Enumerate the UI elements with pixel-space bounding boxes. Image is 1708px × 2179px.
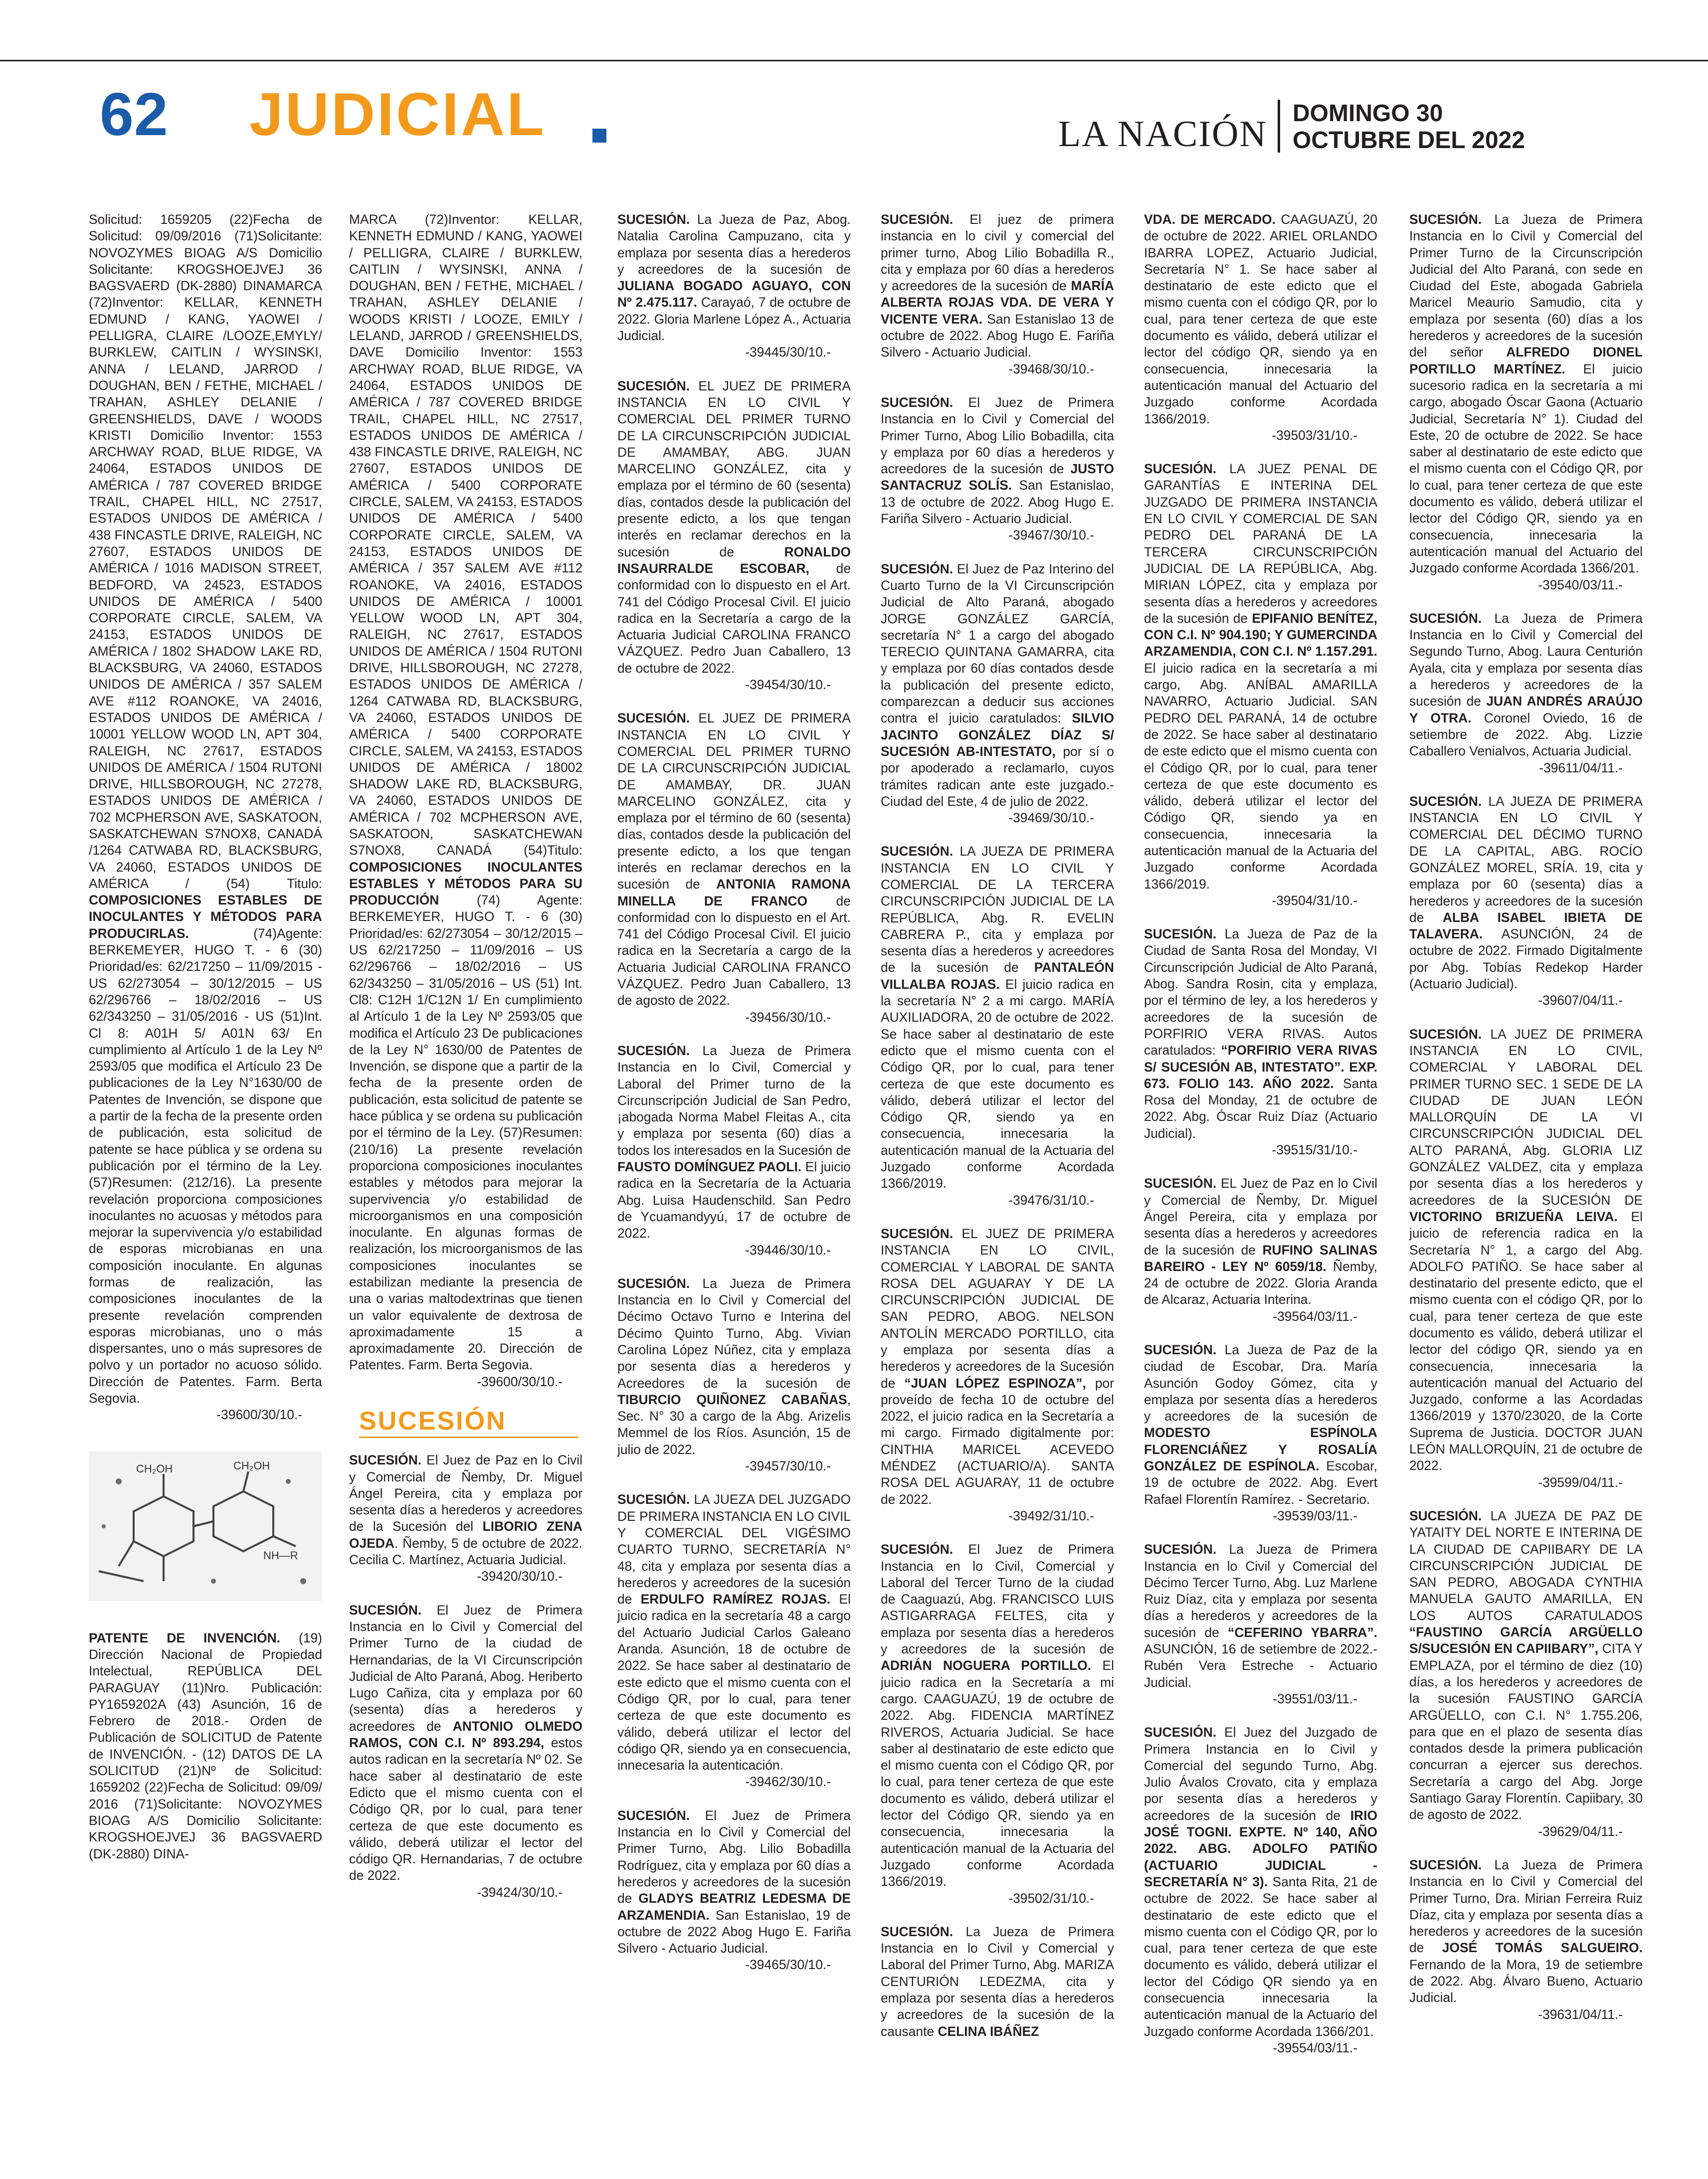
chem-label-1: CH₂OH (136, 1462, 173, 1475)
notice-sucesion: SUCESIÓN. LA JUEZA DEL JUZGADO DE PRIMERA INSTANCIA EN LO CIVIL Y COMERCIAL DEL VIGÉSIMO CUARTO TURNO, SECRETARÍA N° 48, cita y emplaza por sesenta días a herederos y acreedores de la sucesión de ERDULFO RAMÍREZ ROJAS. El juicio radica en la secretaría 48 a cargo del Actuario Judicial Carlos Galeano Aranda. Asunción, 18 de octubre de 2022. Se hace saber al destinatario de este edicto que el mismo cuenta con el Código QR, por lo cual, para tener certeza de que este documento es válido, deberá utilizar el lector del código QR, siendo ya en consecuencia, innecesaria la autenticación. -39462/30/10.- (617, 1492, 851, 1790)
notice-sucesion: SUCESIÓN. La Jueza de Primera Instancia en lo Civil y Comercial del Segundo Turno, Abog. Laura Centurión Ayala, cita y emplaza por sesenta días a herederos y acreedores de la sucesión de JUAN ANDRÉS ARAÚJO Y OTRA. Coronel Oviedo, 16 de setiembre de 2022. Abg. Lizzie Caballero Venialvos, Actuaria Judicial. -39611/04/11.- (1409, 610, 1643, 775)
notice-sucesion: SUCESIÓN. LA JUEZA DE PAZ DE YATAITY DEL NORTE E INTERINA DE LA CIUDAD DE CAPIIBARY DE LA CIRCUNSCRIPCIÓN JUDICIAL DE SAN PEDRO, ABOGADA CYNTHIA MANUELA GAUTO AMARILLA, EN LOS AUTOS CARATULADOS “FAUSTINO GARCÍA ARGÜELLO S/SUCESIÓN EN CAPIIBARY”, CITA Y EMPLAZA, por el término de diez (10) días, a los herederos y acreedores de la sucesión FAUSTINO GARCÍA ARGÜELLO, con C.I. N° 1.755.206, para que en el plazo de sesenta días contados desde la primera publicación concurran a ejercer sus derechos. Secretaría a cargo del Abg. Jorge Santiago Garay Florentín. Capiibary, 30 de agosto de 2022. -39629/04/11.- (1409, 1508, 1643, 1839)
notice-patent: PATENTE DE INVENCIÓN. (19) Dirección Nacional de Propiedad Intelectual, REPÚBLICA DEL PARAGUAY (11)Nro. Publicación: PY1659202A (43) Asunción, 16 de Febrero de 2018.- Orden de Publicación de SOLICITUD de Patente de INVENCIÓN. - (12) DATOS DE LA SOLICITUD (21)Nº de Solicitud: 1659202 (22)Fecha de Solicitud: 09/09/ 2016 (71)Solicitante: NOVOZYMES BIOAG A/S Domicilio Solicitante: KROGSHOEJVEJ 36 BAGSVAERD (DK-2880) DINA- (89, 1630, 322, 1861)
date-line-2: OCTUBRE DEL 2022 (1293, 127, 1525, 154)
notice-sucesion: SUCESIÓN. El Juez de Primera Instancia en lo Civil, Comercial y Laboral del Tercer Turno de la ciudad de Caaguazú, Abg. FRANCISCO LUIS ASTIGARRAGA FELTES, cita y emplaza por sesenta días a herederos y acreedores de la sucesión de ADRIÁN NOGUERA PORTILLO. El juicio radica en la Secretaría a mi cargo. CAAGUAZÚ, 19 de octubre de 2022. Abg. FIDENCIA MARTÍNEZ RIVEROS, Actuaria Judicial. Se hace saber al destinatario de este edicto que el mismo cuenta con el Código QR, por lo cual, para tener certeza de que este documento es válido, deberá utilizar el lector del Código QR, siendo ya en consecuencia, innecesaria la autenticación manual de la Actuaria del Juzgado conforme Acordada 1366/2019. -39502/31/10.- (881, 1542, 1114, 1906)
notice-sucesion: SUCESIÓN. La Jueza de Primera Instancia en lo Civil y Comercial del Décimo Tercer Turno, Abg. Luz Marlene Ruiz Díaz, cita y emplaza por sesenta días a herederos y acreedores de la sucesión de “CEFERINO YBARRA”. ASUNCIÓN, 16 de setiembre de 2022.- Rubén Vera Estreche - Actuario Judicial. -39551/03/11.- (1144, 1542, 1377, 1706)
notice-sucesion: SUCESIÓN. EL Juez de Paz en lo Civil y Comercial de Ñemby, Dr. Miguel Ángel Pereira, cita y emplaza por sesenta días a herederos y acreedores de la sucesión de RUFINO SALINAS BAREIRO - LEY Nº 6059/18. Ñemby, 24 de octubre de 2022. Gloria Aranda de Alcaraz, Actuaria Interina. -39564/03/11.- (1144, 1176, 1378, 1324)
notice-sucesion: SUCESIÓN. La Jueza de Primera Instancia en lo Civil y Comercial del Décimo Octavo Turno e Interina del Décimo Quinto Turno, Abg. Vivian Carolina López Núñez, cita y emplaza por sesenta días a herederos y Acreedores de la sucesión de TIBURCIO QUIÑONEZ CABAÑAS, Sec. N° 30 a cargo de la Abg. Arizelis Memmel de los Ríos. Asunción, 15 de julio de 2022. -39457/30/10.- (617, 1275, 851, 1474)
notice-sucesion: SUCESIÓN. El Juez de Paz en lo Civil y Comercial de Ñemby, Dr. Miguel Ángel Pereira, cita y emplaza por sesenta días a herederos y acreedores de la Sucesión del LIBORIO ZENA OJEDA. Ñemby, 5 de octubre de 2022. Cecilia C. Martínez, Actuaria Judicial. -39420/30/10.- (349, 1453, 582, 1584)
notice-sucesion: SUCESIÓN. El juez de primera instancia en lo civil y comercial del primer turno, Abog Lilio Bobadilla R., cita y emplaza por 60 días a herederos y acreedores de la sucesión de MARÍA ALBERTA ROJAS VDA. DE VERA Y VICENTE VERA. San Estanislao 13 de octubre de 2022. Abog Hugo E. Fariña Silvero - Actuario Judicial. -39468/30/10.- (881, 212, 1114, 376)
notice-sucesion: SUCESIÓN. EL JUEZ DE PRIMERA INSTANCIA EN LO CIVIL, COMERCIAL Y LABORAL DE SANTA ROSA DEL AGUARAY Y DE LA CIRCUNSCRIPCIÓN JUDICIAL DE SAN PEDRO, ABOG. NELSON ANTOLÍN MERCADO PORTILLO, cita y emplaza por sesenta días a herederos y acreedores de la Sucesión de “JUAN LÓPEZ ESPINOZA”, por proveído de fecha 10 de octubre del 2022, el juicio radica en la Secretaría a mi cargo. Firmado digitalmente por: CINTHIA MARICEL ACEVEDO MÉNDEZ (ACTUARIO/A). SANTA ROSA DEL AGUARAY, 11 de octubre de 2022. -39492/31/10.- (881, 1226, 1114, 1523)
section-heading-rule (359, 1437, 578, 1438)
column-2 (349, 211, 582, 1918)
column-1 (89, 211, 322, 1879)
notice-sucesion: SUCESIÓN. LA JUEZA DE PRIMERA INSTANCIA EN LO CIVIL Y COMERCIAL DE LA TERCERA CIRCUNSCRIPCIÓN JUDICIAL DE LA REPÚBLICA, Abg. R. EVELIN CABRERA P., cita y emplaza por sesenta días a herederos y acreedores de la sucesión de PANTALEÓN VILLALBA ROJAS. El juicio radica en la secretaría N° 2 a mi cargo. MARÍA AUXILIADORA, 20 de octubre de 2022. Se hace saber al destinatario de este edicto que el mismo cuenta con el Código QR, por lo cual, para tener certeza de que este documento es válido, deberá utilizar el lector del Código QR, siendo ya en consecuencia, innecesaria la autenticación manual de la Actuaria del Juzgado conforme Acordada 1366/2019. -39476/31/10.- (881, 844, 1114, 1208)
notice-sucesion: SUCESIÓN. La Jueza de Primera Instancia en lo Civil, Comercial y Laboral del Primer turno de la Circunscripción Judicial de San Pedro, ¡abogada Norma Mabel Fleitas A., cita y emplaza por sesenta (60) días a todos los interesados en la Sucesión de FAUSTO DOMÍNGUEZ PAOLI. El juicio radica en la Secretaría de la Actuaria Abg. Luisa Haudenschild. San Pedro de Ycuamandyyú, 17 de octubre de 2022. -39446/30/10.- (617, 1043, 851, 1258)
notice-sucesion: SUCESIÓN. El Juez de Primera Instancia en lo Civil y Comercial del Primer Turno de la ciudad de Hernandarias, de la VI Circunscripción Judicial de Alto Paraná, Abog. Heriberto Lugo Cañiza, cita y emplaza por 60 (sesenta) días a herederos y acreedores de ANTONIO OLMEDO RAMOS, CON C.I. Nº 893.294, estos autos radican en la secretaría Nº 02. Se hace saber al destinatario de este Edicto que el mismo cuenta con el Código QR, por lo cual, para tener certeza de que este documento es válido, deberá utilizar el lector del código QR. Hernandarias, 7 de octubre de 2022. -39424/30/10.- (349, 1602, 582, 1900)
section-title: JUDICIAL (249, 80, 546, 148)
notice-sucesion: SUCESIÓN. La Jueza de Paz, Abog. Natalia Carolina Campuzano, cita y emplaza por sesenta días a herederos y acreedores de la sucesión de JULIANA BOGADO AGUAYO, CON Nº 2.475.117. Carayaó, 7 de octubre de 2022. Gloria Marlene López A., Actuaria Judicial. -39445/30/10.- (617, 212, 851, 360)
brand-separator (1278, 100, 1280, 153)
chem-label-3: CH₂OH (233, 1459, 270, 1472)
top-rule (0, 60, 1708, 61)
chem-label-2: NH—R (263, 1549, 298, 1562)
column-6 (1409, 211, 1643, 2040)
column-5 (1144, 211, 1377, 2073)
notice-sucesion: SUCESIÓN. El Juez del Juzgado de Primera Instancia en lo Civil y Comercial del segundo Turno, Abg. Julio Ávalos Crovato, cita y emplaza por sesenta días a herederos y acreedores de la sucesión de IRIO JOSÉ TOGNI. EXPTE. Nº 140, AÑO 2022. ABG. ADOLFO PATIÑO (ACTUARIO JUDICIAL - SECRETARÍA N° 3). Santa Rita, 21 de octubre de 2022. Se hace saber al destinatario de este edicto que el mismo cuenta con el Código QR, por lo cual, para tener certeza de que este documento es válido, deberá utilizar el lector del Código QR siendo ya en consecuencia innecesaria la autenticación manual de la Actuario del Juzgado conforme Acordada 1366/201. -39554/03/11.- (1144, 1725, 1377, 2055)
notice-sucesion: SUCESIÓN. LA JUEZ DE PRIMERA INSTANCIA EN LO CIVIL, COMERCIAL Y LABORAL DEL PRIMER TURNO SEC. 1 SEDE DE LA CIUDAD DE JUAN LEÓN MALLORQUÍN DE LA VI CIRCUNSCRIPCIÓN JUDICIAL DEL ALTO PARANÁ, Abg. GLORIA LIZ GONZÁLEZ VALDEZ, cita y emplaza por sesenta días a los herederos y acreedores de la SUCESIÓN DE VICTORINO BRIZUEÑA LEIVA. El juicio de referencia radica en la Secretaría N° 1, a cargo del Abg. ADOLFO PATIÑO. Se hace saber al destinatario del presente edicto, que el mismo cuenta con el código QR, por lo cual, para tener certeza de que este documento es válido, deberá utilizar el lector del código QR, siendo ya en consecuencia, innecesaria la autenticación manual del Actuario del Juzgado, conforme a las Acordadas 1366/2019 y 1370/23020, de la Corte Suprema de Justicia. DOCTOR JUAN LEÓN MALLORQUÍN, 21 de octubre de 2022. -39599/04/11.- (1409, 1026, 1643, 1490)
notice-sucesion: SUCESIÓN. EL JUEZ DE PRIMERA INSTANCIA EN LO CIVIL Y COMERCIAL DEL PRIMER TURNO DE LA CIRCUNSCRIPCIÓN JUDICIAL DE AMAMBAY, ABG. JUAN MARCELINO GONZÁLEZ, cita y emplaza por el término de 60 (sesenta) días, contados desde la publicación del presente edicto, a los que tengan interés en reclamar derechos en la sucesión de RONALDO INSAURRALDE ESCOBAR, de conformidad con lo dispuesto en el Art. 741 del Código Procesal Civil. El juicio radica en la Secretaría a cargo de la Actuaria Judicial CAROLINA FRANCO VÁZQUEZ. Pedro Juan Caballero, 13 de octubre de 2022. -39454/30/10.- (617, 378, 851, 693)
notice-sucesion: SUCESIÓN. La Jueza de Primera Instancia en lo Civil y Comercial del Primer Turno, Dra. Mirian Ferreira Ruiz Díaz, cita y emplaza por sesenta días a herederos y acreedores de la sucesión de JOSÉ TOMÁS SALGUEIRO. Fernando de la Mora, 19 de setiembre de 2022. Abg. Álvaro Bueno, Actuario Judicial. -39631/04/11.- (1409, 1857, 1643, 2022)
page-number: 62 (100, 80, 169, 148)
notice-patent-continued: Solicitud: 1659205 (22)Fecha de Solicitud: 09/09/2016 (71)Solicitante: NOVOZYMES BIOAG A/S Domicilio Solicitante: KROGSHOEJVEJ 36 BAGSVAERD (DK-2880) DINAMARCA (72)Inventor: KELLAR, KENNETH EDMUND / KANG, YAOWEI / PELLIGRA, CLAIRE /LOOZE,EMYLY/ BURKLEW, CAITLIN / WYSINSKI, ANNA / LELAND, JARROD / DOUGHAN, BEN / FETHE, MICHAEL / TRAHAN, ASHLEY DELANIE / GREENSHIELDS, DAVE / WOODS KRISTI Domicilio Inventor: 1553 ARCHWAY ROAD, BLUE RIDGE, VA 24064, ESTADOS UNIDOS DE AMÉRICA / 787 COVERED BRIDGE TRAIL, CHAPEL HILL, NC 27517, ESTADOS UNIDOS DE AMÉRICA / 438 FINCASTLE DRIVE, RALEIGH, NC 27607, ESTADOS UNIDOS DE AMÉRICA / 1016 MADISON STREET, BEDFORD, VA 24523, ESTADOS UNIDOS DE AMÉRICA / 5400 CORPORATE CIRCLE, SALEM, VA 24153, ESTADOS UNIDOS DE AMÉRICA / 1802 SHADOW LAKE RD, BLACKSBURG, VA 24060, ESTADOS UNIDOS DE AMÉRICA / 357 SALEM AVE #112 ROANOKE, VA 24016, ESTADOS UNIDOS DE AMÉRICA / 10001 YELLOW WOOD LN, APT 304, RALEIGH, NC 27617, ESTADOS UNIDOS DE AMÉRICA / 1504 RUTONI DRIVE, HILLSBOROUGH, NC 27278, ESTADOS UNIDOS DE AMÉRICA / 702 MCPHERSON AVE, SASKATOON, SASKATCHEWAN S7NOX8, CANADÁ /1264 CATWABA RD, BLACKSBURG, VA 24060, ESTADOS UNIDOS DE AMÉRICA / (54) Titulo: COMPOSICIONES ESTABLES DE INOCULANTES Y MÉTODOS PARA PRODUCIRLAS. (74)Agente: BERKEMEYER, HUGO T. - 6 (30) Prioridad/es: 62/217250 – 11/09/2015 - US 62/273054 – 30/12/2015 – US 62/296766 – 18/02/2016 – US 62/343250 – 31/05/2016 - US (51)Int. Cl 8: A01H 5/ A01N 63/ En cumplimiento al Artículo 1 de la Ley Nº 2593/05 que modifica el Artículo 23 De publicaciones de la Ley N°1630/00 de Patentes de Invención, se dispone que a partir de la fecha de la presente orden de publicación, esta solicitud de patente se hace pública y se ordena su publicación por el término de la Ley. (57)Resumen: (212/16). La presente revelación proporciona composiciones inoculantes no acuosas y métodos para mejorar la supervivencia y/o estabilidad de esporas microbianas en una composición inoculante. En algunas formas de realización, las composiciones inoculantes de la presente revelación comprenden esporas microbianas, uno o más dispersantes, uno o más supresores de polvo y un portador no acuoso sólido. Dirección de Patentes. Farm. Berta Segovia. -39600/30/10.- (89, 212, 323, 1423)
column-3 (617, 211, 851, 1991)
notice-sucesion-continued: VDA. DE MERCADO. CAAGUAZÚ, 20 de octubre de 2022. ARIEL ORLANDO IBARRA LOPEZ, Actuario Judicial, Secretaría N° 1. Se hace saber al destinatario de este edicto que el mismo cuenta con el código QR, por lo cual, para tener certeza de que este documento es válido, deberá utilizar el lector del código QR, siendo ya en consecuencia, innecesaria la autenticación manual del Actuario del Juzgado conforme Acordada 1366/2019. -39503/31/10.- (1144, 212, 1377, 443)
chemical-structure-figure (89, 1452, 322, 1601)
section-heading (359, 1407, 578, 1438)
notice-sucesion: SUCESIÓN. El Juez de Primera Instancia en lo Civil y Comercial del Primer Turno, Abg. Lilio Bobadilla Rodríguez, cita y emplaza por 60 días a herederos y acreedores de la sucesión de GLADYS BEATRIZ LEDESMA DE ARZAMENDIA. San Estanislao, 19 de octubre de 2022 Abog Hugo E. Fariña Silvero - Actuario Judicial. -39465/30/10.- (617, 1808, 851, 1973)
section-title-dot (592, 129, 606, 143)
notice-sucesion: SUCESIÓN. LA JUEZA DE PRIMERA INSTANCIA EN LO CIVIL Y COMERCIAL DEL DÉCIMO TURNO DE LA CAPITAL, ABG. ROCÍO GONZÁLEZ MOREL, SRÍA. 19, cita y emplaza por 60 (sesenta) días a herederos y acreedores de la sucesión de ALBA ISABEL IBIETA DE TALAVERA. ASUNCIÓN, 24 de octubre de 2022. Firmado Digitalmente por Abg. Tobías Redekop Harder (Actuario Judicial). -39607/04/11.- (1409, 793, 1643, 1008)
notice-sucesion: SUCESIÓN. La Jueza de Primera Instancia en lo Civil y Comercial del Primer Turno de la Circunscripción Judicial del Alto Paraná, con sede en Ciudad del Este, abogada Gabriela Maricel Meaurio Samudio, cita y emplaza por sesenta (60) días a los herederos y acreedores de la sucesión del señor ALFREDO DIONEL PORTILLO MARTÍNEZ. El juicio sucesorio radica en la secretaría a mi cargo, abogado Óscar Gaona (Actuario Judicial, Secretaría N° 1). Ciudad del Este, 20 de octubre de 2022. Se hace saber al destinatario de este edicto que el mismo cuenta con el Código QR, por lo cual, para tener certeza de que este documento es válido, deberá utilizar el lector del Código QR, siendo ya en consecuencia, innecesaria la autenticación manual del Actuario del Juzgado conforme Acordada 1366/201. -39540/03/11.- (1409, 212, 1643, 592)
newspaper-brand: LA NACIÓN (1058, 114, 1267, 155)
notice-sucesion: SUCESIÓN. El Juez de Primera Instancia en lo Civil y Comercial del Primer Turno, Abog Lilio Bobadilla, cita y emplaza por 60 días a herederos y acreedores de la sucesión de JUSTO SANTACRUZ SOLÍS. San Estanislao, 13 de octubre de 2022. Abog Hugo E. Fariña Silvero - Actuario Judicial. -39467/30/10.- (881, 394, 1114, 543)
notice-sucesion: SUCESIÓN. La Jueza de Paz de la ciudad de Escobar, Dra. María Asunción Godoy Gómez, cita y emplaza por sesenta días a herederos y acreedores de la sucesión de MODESTO ESPÍNOLA FLORENCIÁÑEZ Y ROSALÍA GONZÁLEZ DE ESPÍNOLA. Escobar, 19 de octubre de 2022. Abg. Evert Rafael Florentín Ramírez. - Secretario. -39539/03/11.- (1144, 1342, 1377, 1523)
date-line-1: DOMINGO 30 (1293, 100, 1443, 127)
notice-sucesion: SUCESIÓN. LA JUEZ PENAL DE GARANTÍAS E INTERINA DEL JUZGADO DE PRIMERA INSTANCIA EN LO CIVIL Y COMERCIAL DE SAN PEDRO DEL PARANÁ DE LA TERCERA CIRCUNSCRIPCIÓN JUDICIAL DE LA REPÚBLICA, Abg. MIRIAN LÓPEZ, cita y emplaza por sesenta días a herederos y acreedores de la sucesión de EPIFANIO BENÍTEZ, CON C.I. Nº 904.190; Y GUMERCINDA ARZAMENDIA, CON C.I. Nº 1.157.291. El juicio radica en la secretaría a mi cargo, Abg. ANÍBAL AMARILLA NAVARRO, Actuario Judicial. SAN PEDRO DEL PARANÁ, 14 de octubre de 2022. Se hace saber al destinatario de este edicto que el mismo cuenta con el Código QR, por lo cual, para tener certeza de que este documento es válido, deberá utilizar el lector del Código QR, siendo ya en consecuencia, innecesaria la autenticación manual de la Actuaria del Juzgado conforme Acordada 1366/2019. -39504/31/10.- (1144, 461, 1377, 908)
section-heading-text: SUCESIÓN (359, 1407, 507, 1436)
notice-sucesion: SUCESIÓN. La Jueza de Paz de la Ciudad de Santa Rosa del Monday, VI Circunscripción Judicial de Alto Paraná, Abog. Sandra Rosin, cita y emplaza, por el término de ley, a los herederos y acreedores de la sucesión de PORFIRIO VERA RIVAS. Autos caratulados: “PORFIRIO VERA RIVAS S/ SUCESIÓN AB, INTESTATO”. EXP. 673. FOLIO 143. AÑO 2022. Santa Rosa del Monday, 21 de octubre de 2022. Abg. Óscar Ruiz Díaz (Actuario Judicial). -39515/31/10.- (1144, 926, 1378, 1158)
notice-sucesion: SUCESIÓN. El Juez de Paz Interino del Cuarto Turno de la VI Circunscripción Judicial de Alto Paraná, abogado JORGE GONZÁLEZ GARCÍA, secretaría N° 1 a cargo del abogado TERECIO QUINTANA GAMARRA, cita y emplaza por 60 días contados desde la publicación del presente edicto, comparezcan a deducir sus acciones contra el juicio caratulados: SILVIO JACINTO GONZÁLEZ DÍAZ S/ SUCESIÓN AB-INTESTATO, por sí o por apoderado a reclamarlo, cuyos trámites radican ante este juzgado.- Ciudad del Este, 4 de julio de 2022. -39469/30/10.- (881, 561, 1115, 826)
notice-patent-2: MARCA (72)Inventor: KELLAR, KENNETH EDMUND / KANG, YAOWEI / PELLIGRA, CLAIRE / BURKLEW, CAITLIN / WYSINSKI, ANNA / DOUGHAN, BEN / FETHE, MICHAEL / TRAHAN, ASHLEY DELANIE / WOODS KRISTI / LOOZE, EMILY / LELAND, JARROD / GREENSHIELDS, DAVE Domicilio Inventor: 1553 ARCHWAY ROAD, BLUE RIDGE, VA 24064, ESTADOS UNIDOS DE AMÉRICA / 787 COVERED BRIDGE TRAIL, CHAPEL HILL, NC 27517, ESTADOS UNIDOS DE AMÉRICA / 438 FINCASTLE DRIVE, RALEIGH, NC 27607, ESTADOS UNIDOS DE AMÉRICA / 5400 CORPORATE CIRCLE, SALEM, VA 24153, ESTADOS UNIDOS DE AMÉRICA / 5400 CORPORATE CIRCLE, SALEM, VA 24153, ESTADOS UNIDOS DE AMÉRICA / 357 SALEM AVE #112 ROANOKE, VA 24016, ESTADOS UNIDOS DE AMÉRICA / 10001 YELLOW WOOD LN, APT 304, RALEIGH, NC 27617, ESTADOS UNIDOS DE AMÉRICA / 1504 RUTONI DRIVE, HILLSBOROUGH, NC 27278, ESTADOS UNIDOS DE AMÉRICA / 1264 CATWABA RD, BLACKSBURG, VA 24060, ESTADOS UNIDOS DE AMÉRICA / 5400 CORPORATE CIRCLE, SALEM, VA 24153, ESTADOS UNIDOS DE AMÉRICA / 18002 SHADOW LAKE RD, BLACKSBURG, VA 24060, ESTADOS UNIDOS DE AMÉRICA / 702 MCPHERSON AVE, SASKATOON, SASKATCHEWAN S7NOX8, CANADÁ (54)Titulo: COMPOSICIONES INOCULANTES ESTABLES Y MÉTODOS PARA SU PRODUCCIÓN (74) Agente: BERKEMEYER, HUGO T. - 6 (30) Prioridad/es: 62/273054 – 30/12/2015 – US 62/217250 – 11/09/2016 – US 62/296766 – 18/02/2016 – US 62/343250 – 31/05/2016 – US (51) Int. Cl8: C12H 1/C12N 1/ En cumplimiento al Artículo 1 de la Ley Nº 2593/05 que modifica el Artículo 23 De publicaciones de la Ley N° 1630/00 de Patentes de Invención, se dispone que a partir de la fecha de la presente orden de publicación, esta solicitud de patente se hace pública y se ordena su publicación por el término de la Ley. (57)Resumen: (210/16) La presente revelación proporciona composiciones inoculantes estables y métodos para mejorar la supervivencia y/o estabilidad de microorganismos en una composición inoculante. En algunas formas de realización, los microorganismos de las composiciones inoculantes se estabilizan mediante la presencia de una o varias maltodextrinas que tienen un valor equivalente de dextrosa de aproximadamente 15 a aproximadamente 20. Dirección de Patentes. Farm. Berta Segovia. -39600/30/10.- (349, 212, 583, 1389)
notice-sucesion: SUCESIÓN. La Jueza de Primera Instancia en lo Civil y Comercial y Laboral del Primer Turno, Abg. MARIZA CENTURIÓN LEDEZMA, cita y emplaza por sesenta días a herederos y acreedores de la sucesión de la causante CELINA IBÁÑEZ (881, 1924, 1114, 2039)
column-4 (881, 211, 1114, 2057)
notice-sucesion: SUCESIÓN. EL JUEZ DE PRIMERA INSTANCIA EN LO CIVIL Y COMERCIAL DEL PRIMER TURNO DE LA CIRCUNSCRIPCIÓN JUDICIAL DE AMAMBAY, DR. JUAN MARCELINO GONZÁLEZ, cita y emplaza por el término de 60 (sesenta) días, contados desde la publicación del presente edicto, a los que tengan interés en reclamar derechos en la sucesión de ANTONIA RAMONA MINELLA DE FRANCO de conformidad con lo dispuesto en el Art. 741 del Código Procesal Civil. El juicio radica en la Secretaría a cargo de la Actuaria Judicial CAROLINA FRANCO VÁZQUEZ. Pedro Juan Caballero, 13 de agosto de 2022. -39456/30/10.- (617, 711, 851, 1025)
